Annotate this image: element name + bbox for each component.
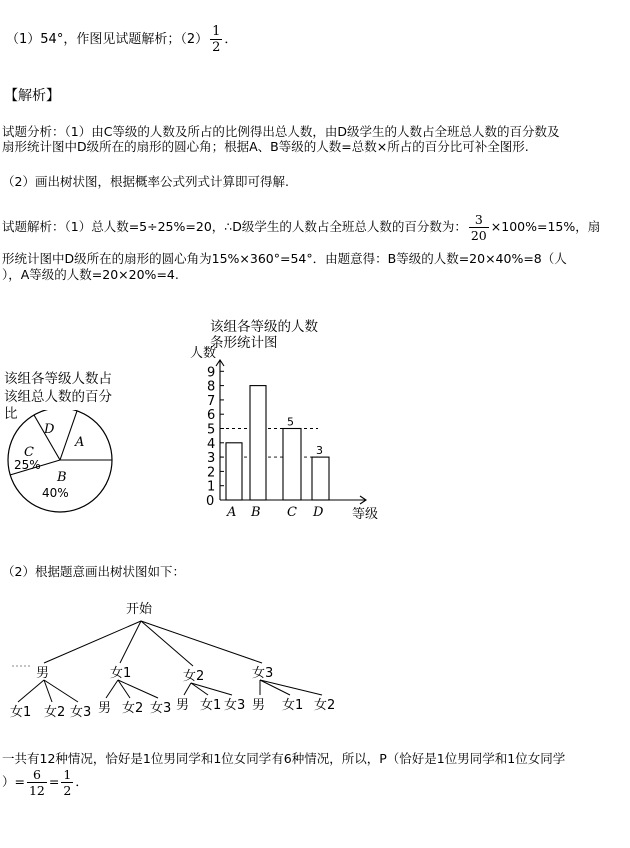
y-tick-label: 2 [207, 465, 216, 481]
tree-diagram [0, 612, 340, 722]
x-tick-label: D [313, 505, 324, 520]
tree-edge [260, 680, 322, 695]
conclusion-line-2 [2, 767, 88, 798]
analysis-line-3: （2）画出树状图，根据概率公式列式计算即可得解. [2, 174, 289, 189]
tree-node-level1: 女1 [110, 666, 132, 681]
analysis-line-1: 试题分析：（1）由C等级的人数及所占的比例得出总人数，由D级学生的人数占全班总人数的百分数及 [2, 124, 560, 139]
y-tick-label: 7 [207, 393, 216, 409]
tree-node-level2: 女1 [10, 705, 32, 720]
conclusion-f2-den: 2 [63, 783, 72, 798]
y-ticks [206, 365, 224, 509]
tree-node-level2: 女2 [314, 698, 336, 713]
y-tick-label: 6 [207, 408, 216, 424]
solution-line-2: 形统计图中D级所在的扇形的圆心角为15%×360°=54°．由题意得：B等级的人数=20×40%=8（人 [2, 251, 567, 266]
bar [250, 386, 266, 500]
solution-text-1: 试题解析：（1）总人数=5÷25%=20，∴D级学生的人数占全班总人数的百分数为： [2, 219, 467, 234]
solution-fraction [469, 212, 489, 243]
tree-edge [18, 680, 44, 702]
solution-frac-num: 3 [469, 212, 489, 228]
data-label: 5 [287, 415, 294, 429]
conclusion-fraction-2 [61, 767, 73, 798]
tree-node-level2: 女1 [282, 698, 304, 713]
bar [226, 443, 242, 500]
y-tick-label: 0 [206, 494, 215, 509]
solution-line-1 [2, 212, 600, 243]
pie-title-2: 该组总人数的百分 [4, 389, 112, 405]
pie-label-d: D [44, 422, 55, 437]
tree-node-level1: 男 [36, 666, 50, 681]
y-tick-label: 4 [207, 436, 216, 452]
tree-node-level1: 女2 [183, 669, 205, 684]
conclusion-eq: = [48, 774, 60, 789]
y-tick-label: 9 [207, 365, 216, 381]
y-tick-label: 5 [207, 422, 216, 438]
pie-label-a: A [75, 435, 85, 450]
tree-node-level2: 女2 [44, 705, 66, 720]
x-axis-label: 等级 [352, 507, 379, 522]
tree-edge [141, 621, 262, 663]
answer-text: （1）54°，作图见试题解析；（2） [6, 32, 209, 47]
pie-label-b-pct: 40% [42, 486, 69, 500]
x-tick-label: A [227, 505, 237, 520]
y-tick-label: 1 [207, 479, 216, 495]
tree-node-level2: 男 [98, 701, 112, 716]
tree-edge [260, 680, 290, 695]
tree-edge [120, 621, 141, 663]
data-label: 3 [316, 444, 323, 458]
answer-fraction [210, 24, 222, 55]
tree-edge [44, 680, 52, 702]
tree-edge [184, 683, 191, 695]
bar [283, 429, 301, 501]
tree-node-level2: 女3 [224, 698, 246, 713]
solution-frac-den: 20 [470, 228, 487, 243]
pie-title-3: 比 [4, 406, 18, 422]
section-title: 【解析】 [4, 88, 60, 104]
tree-node-level1: 女3 [252, 666, 274, 681]
tree-node-level2: 女3 [70, 705, 92, 720]
tree-node-level2: 女3 [150, 701, 172, 716]
conclusion-pre: ）= [2, 774, 25, 789]
x-tick-label: C [287, 505, 297, 520]
answer-frac-num: 1 [212, 24, 221, 39]
tree-edge [191, 683, 208, 695]
answer-frac-den: 2 [212, 40, 221, 55]
pie-label-c-pct: 25% [14, 458, 41, 472]
tree-edge [191, 683, 232, 695]
y-axis-label: 人数 [190, 346, 217, 361]
tree-edge [44, 621, 141, 663]
pie-title-1: 该组各等级人数占 [4, 371, 112, 387]
pie-label-c: C [24, 445, 34, 460]
analysis-line-2: 扇形统计图中D级所在的扇形的圆心角；根据A、B等级的人数=总数×所占的百分比可补全图形. [2, 139, 529, 154]
tree-edge [44, 680, 78, 702]
conclusion-line-1: 一共有12种情况，恰好是1位男同学和1位女同学有6种情况，所以，P（恰好是1位男同学和1位女同学 [2, 751, 566, 766]
pie-chart [0, 410, 120, 520]
tree-node-level2: 男 [176, 698, 190, 713]
conclusion-f2-num: 1 [63, 767, 72, 782]
answer-line [6, 24, 237, 55]
pie-label-b: B [57, 470, 67, 485]
tree-root: 开始 [126, 602, 153, 617]
tree-edge [141, 621, 193, 666]
bar [312, 457, 329, 500]
part2-intro: （2）根据题意画出树状图如下： [2, 564, 185, 579]
tree-node-level2: 女1 [200, 698, 222, 713]
solution-text-1b: ×100%=15%，扇 [490, 219, 601, 234]
bar-title-2: 条形统计图 [210, 335, 278, 351]
answer-end: ． [224, 32, 238, 47]
x-tick-label: B [251, 505, 261, 520]
tree-edge [106, 680, 118, 698]
conclusion-f1-num: 6 [27, 767, 47, 783]
conclusion-end: ． [75, 774, 88, 789]
bar-title-1: 该组各等级的人数 [210, 319, 318, 335]
y-tick-label: 3 [207, 451, 216, 467]
tree-node-level2: 女2 [122, 701, 144, 716]
solution-line-3: ），A等级的人数=20×20%=4. [2, 267, 179, 282]
y-tick-label: 8 [207, 379, 216, 395]
tree-node-level2: 男 [252, 698, 266, 713]
conclusion-f1-den: 12 [28, 783, 45, 798]
bar-chart [180, 340, 400, 525]
conclusion-fraction-1 [27, 767, 47, 798]
tree-edges [18, 621, 322, 702]
